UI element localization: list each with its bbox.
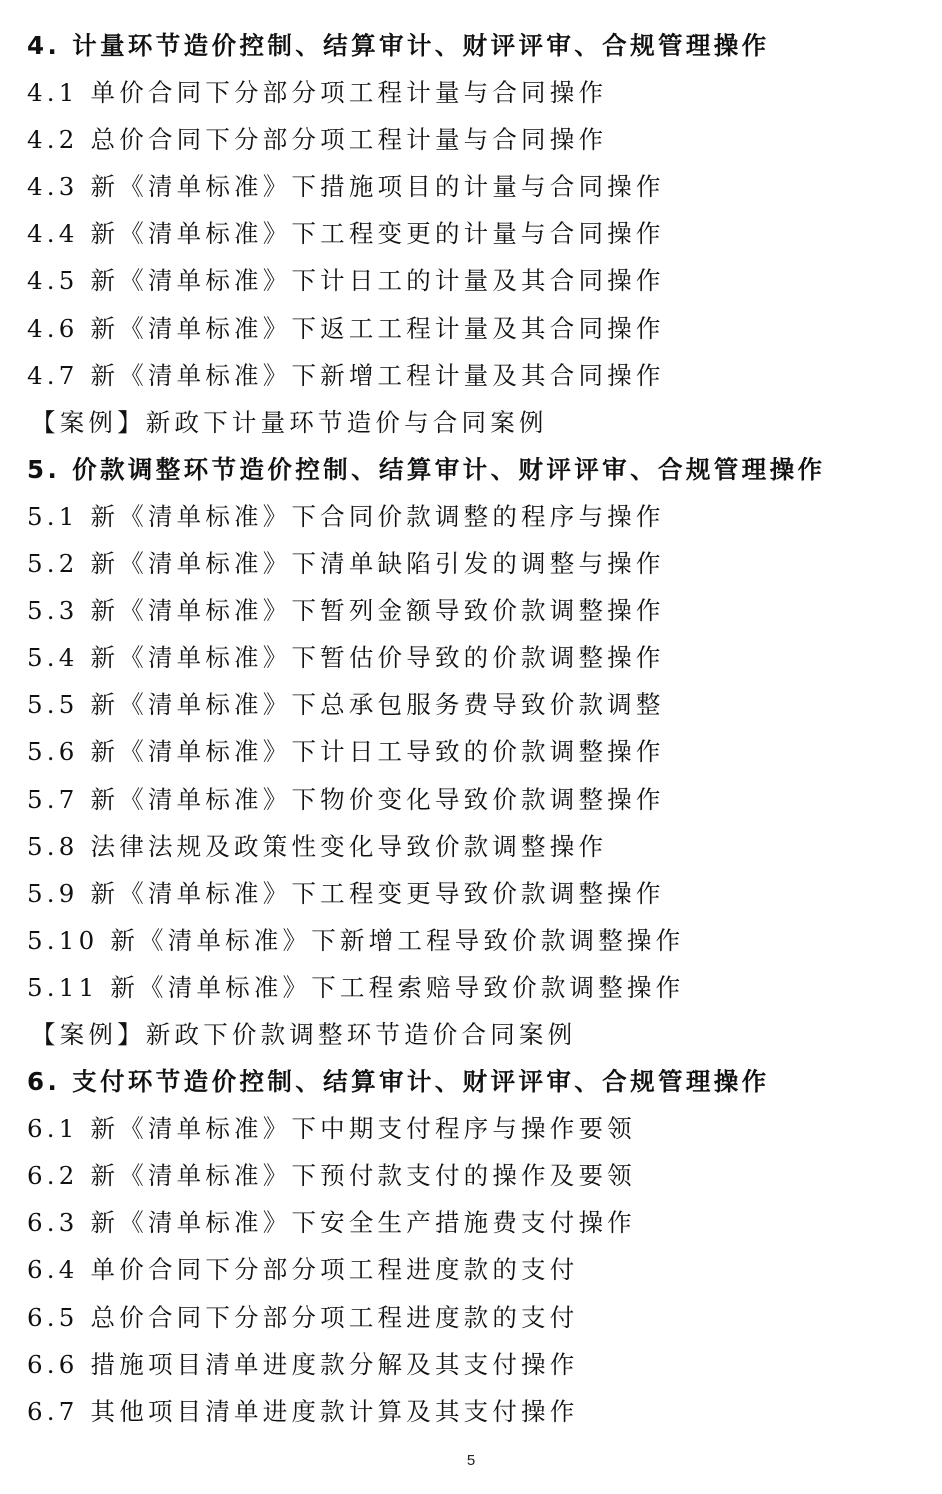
outline-item: 4.1 单价合同下分部分项工程计量与合同操作	[27, 78, 608, 108]
outline-item: 4.6 新《清单标准》下返工工程计量及其合同操作	[27, 313, 665, 343]
outline-item: 4.2 总价合同下分部分项工程计量与合同操作	[27, 125, 608, 155]
outline-item: 4.7 新《清单标准》下新增工程计量及其合同操作	[27, 360, 665, 390]
outline-item: 5.11 新《清单标准》下工程索赔导致价款调整操作	[27, 972, 685, 1002]
outline-item: 6.5 总价合同下分部分项工程进度款的支付	[27, 1302, 579, 1332]
outline-item: 5.4 新《清单标准》下暂估价导致的价款调整操作	[27, 643, 665, 673]
outline-item: 5.3 新《清单标准》下暂列金额导致价款调整操作	[27, 596, 665, 626]
outline-item: 5.1 新《清单标准》下合同价款调整的程序与操作	[27, 501, 665, 531]
page-number: 5	[466, 1452, 476, 1469]
outline-item: 4.4 新《清单标准》下工程变更的计量与合同操作	[27, 219, 665, 249]
outline-item: 5.2 新《清单标准》下清单缺陷引发的调整与操作	[27, 549, 665, 579]
outline-item: 5.6 新《清单标准》下计日工导致的价款调整操作	[27, 737, 665, 767]
case-item: 【案例】新政下计量环节造价与合同案例	[31, 407, 548, 437]
outline-item: 6.1 新《清单标准》下中期支付程序与操作要领	[27, 1114, 636, 1144]
outline-item: 5.9 新《清单标准》下工程变更导致价款调整操作	[27, 878, 665, 908]
section-heading: 4. 计量环节造价控制、结算审计、财评评审、合规管理操作	[27, 31, 770, 60]
outline-item: 4.5 新《清单标准》下计日工的计量及其合同操作	[27, 266, 665, 296]
outline-item: 6.3 新《清单标准》下安全生产措施费支付操作	[27, 1208, 636, 1238]
outline-item: 5.5 新《清单标准》下总承包服务费导致价款调整	[27, 690, 665, 720]
outline-item: 6.2 新《清单标准》下预付款支付的操作及要领	[27, 1161, 636, 1191]
section-heading: 6. 支付环节造价控制、结算审计、财评评审、合规管理操作	[27, 1067, 770, 1097]
outline-item: 6.6 措施项目清单进度款分解及其支付操作	[27, 1349, 579, 1379]
outline-item: 6.7 其他项目清单进度款计算及其支付操作	[27, 1396, 579, 1426]
case-item: 【案例】新政下价款调整环节造价合同案例	[31, 1019, 577, 1049]
outline-item: 5.7 新《清单标准》下物价变化导致价款调整操作	[27, 784, 665, 814]
outline-item: 6.4 单价合同下分部分项工程进度款的支付	[27, 1255, 579, 1285]
outline-item: 5.8 法律法规及政策性变化导致价款调整操作	[27, 831, 608, 861]
outline-item: 4.3 新《清单标准》下措施项目的计量与合同操作	[27, 172, 665, 202]
outline-list	[27, 22, 917, 1435]
section-heading: 5. 价款调整环节造价控制、结算审计、财评评审、合规管理操作	[27, 454, 826, 484]
outline-item: 5.10 新《清单标准》下新增工程导致价款调整操作	[27, 925, 685, 955]
